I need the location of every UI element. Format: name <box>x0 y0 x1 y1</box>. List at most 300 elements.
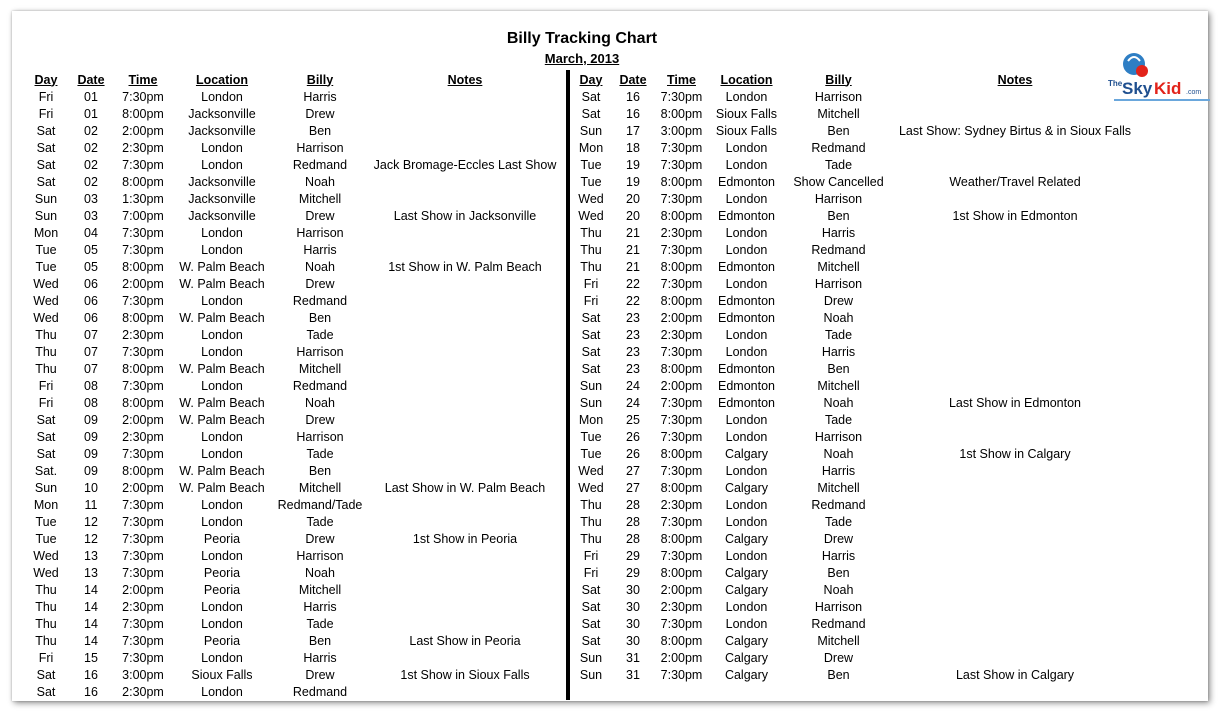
table-row <box>571 122 1138 139</box>
table-row <box>26 275 564 292</box>
cell-date: 22 <box>626 276 640 291</box>
cell-date: 11 <box>84 497 98 512</box>
cell-location: London <box>725 497 768 512</box>
cell-date: 24 <box>626 378 640 393</box>
cell-time: 7:30pm <box>122 293 164 308</box>
cell-date: 16 <box>626 106 640 121</box>
cell-billy: Tade <box>306 514 334 529</box>
table-row <box>571 275 1138 292</box>
cell-notes: 1st Show in Calgary <box>959 446 1071 461</box>
cell-billy: Harrison <box>814 191 863 206</box>
cell-date: 07 <box>84 344 98 359</box>
cell-date: 19 <box>626 157 640 172</box>
cell-billy: Harris <box>821 463 856 478</box>
cell-day: Wed <box>578 480 604 495</box>
chart-title: Billy Tracking Chart <box>506 30 658 47</box>
cell-notes: 1st Show in Edmonton <box>952 208 1078 223</box>
cell-time: 8:00pm <box>660 208 703 223</box>
cell-notes: 1st Show in Sioux Falls <box>400 667 530 682</box>
cell-time: 7:30pm <box>122 378 164 393</box>
table-row <box>571 479 1138 496</box>
cell-date: 23 <box>626 327 640 342</box>
cell-notes <box>366 309 564 326</box>
cell-date: 23 <box>626 361 640 376</box>
cell-notes <box>892 292 1138 309</box>
cell-time: 2:00pm <box>660 310 703 325</box>
cell-date: 09 <box>84 429 98 444</box>
cell-time: 8:00pm <box>660 531 703 546</box>
cell-billy: Ben <box>827 565 850 580</box>
cell-billy: Drew <box>823 650 854 665</box>
cell-billy: Tade <box>824 327 853 342</box>
cell-time: 7:30pm <box>122 633 164 648</box>
cell-billy: Harris <box>303 650 337 665</box>
cell-notes <box>892 649 1138 666</box>
cell-date: 16 <box>84 684 98 699</box>
cell-billy: Harrison <box>814 429 863 444</box>
cell-time: 7:30pm <box>660 157 703 172</box>
table-row <box>571 598 1138 615</box>
cell-day: Mon <box>578 140 604 155</box>
cell-notes <box>366 394 564 411</box>
cell-day: Sun <box>579 667 603 682</box>
cell-notes <box>366 683 564 700</box>
cell-location: Calgary <box>724 531 769 546</box>
cell-billy: Ben <box>308 633 332 648</box>
cell-time: 7:30pm <box>660 276 703 291</box>
cell-location: Calgary <box>724 633 769 648</box>
cell-day: Fri <box>583 293 599 308</box>
cell-date: 23 <box>626 344 640 359</box>
table-row <box>571 496 1138 513</box>
cell-location: W. Palm Beach <box>179 276 265 291</box>
cell-location: Jacksonville <box>188 123 256 138</box>
cell-day: Sat <box>581 582 601 597</box>
cell-location: London <box>725 276 768 291</box>
cell-billy: Noah <box>823 310 854 325</box>
cell-location: Edmonton <box>718 361 775 376</box>
table-row <box>571 241 1138 258</box>
cell-location: Calgary <box>724 582 769 597</box>
cell-time: 8:00pm <box>660 480 703 495</box>
cell-date: 18 <box>626 140 640 155</box>
cell-day: Wed <box>33 548 59 563</box>
cell-location: London <box>725 616 768 631</box>
table-row <box>571 156 1138 173</box>
cell-date: 28 <box>626 514 640 529</box>
cell-billy: Harrison <box>296 548 344 563</box>
cell-notes <box>366 241 564 258</box>
header-date: Date <box>619 72 647 87</box>
cell-day: Fri <box>38 106 54 121</box>
cell-date: 17 <box>626 123 640 138</box>
cell-time: 8:00pm <box>122 259 164 274</box>
cell-location: Peoria <box>203 565 241 580</box>
cell-notes <box>366 360 564 377</box>
cell-date: 28 <box>626 497 640 512</box>
header-notes: Notes <box>447 72 483 87</box>
spreadsheet-page <box>12 11 1208 701</box>
cell-notes: Last Show in Peoria <box>409 633 521 648</box>
cell-time: 2:00pm <box>122 582 164 597</box>
cell-date: 02 <box>84 123 98 138</box>
cell-notes <box>892 258 1138 275</box>
cell-time: 7:30pm <box>122 514 164 529</box>
cell-notes: Last Show in Edmonton <box>948 395 1082 410</box>
cell-date: 03 <box>84 191 98 206</box>
cell-billy: Ben <box>827 208 850 223</box>
cell-day: Sat <box>581 106 601 121</box>
cell-location: Calgary <box>724 480 769 495</box>
cell-billy: Mitchell <box>298 480 342 495</box>
cell-location: London <box>201 684 243 699</box>
cell-day: Thu <box>35 344 57 359</box>
cell-date: 25 <box>626 412 640 427</box>
cell-time: 8:00pm <box>122 310 164 325</box>
cell-location: W. Palm Beach <box>179 310 265 325</box>
cell-location: W. Palm Beach <box>179 480 265 495</box>
table-row <box>571 343 1138 360</box>
cell-notes <box>366 411 564 428</box>
cell-location: London <box>201 327 243 342</box>
cell-date: 07 <box>84 361 98 376</box>
cell-date: 26 <box>626 446 640 461</box>
cell-location: London <box>201 616 243 631</box>
cell-notes <box>892 632 1138 649</box>
cell-notes <box>892 462 1138 479</box>
cell-day: Sat <box>36 446 56 461</box>
cell-date: 02 <box>84 140 98 155</box>
cell-billy: Drew <box>305 106 335 121</box>
cell-location: W. Palm Beach <box>179 259 265 274</box>
cell-day: Fri <box>583 276 599 291</box>
table-row <box>26 343 564 360</box>
cell-billy: Harris <box>821 548 856 563</box>
table-row <box>26 292 564 309</box>
cell-location: Edmonton <box>718 378 775 393</box>
cell-date: 19 <box>626 174 640 189</box>
cell-billy: Harrison <box>296 140 344 155</box>
cell-location: London <box>201 548 243 563</box>
cell-date: 21 <box>626 259 640 274</box>
cell-notes <box>366 513 564 530</box>
cell-time: 7:30pm <box>660 140 703 155</box>
table-row <box>571 513 1138 530</box>
cell-day: Sun <box>34 191 58 206</box>
cell-date: 30 <box>626 616 640 631</box>
cell-date: 24 <box>626 395 640 410</box>
cell-location: Edmonton <box>718 395 775 410</box>
cell-notes <box>366 496 564 513</box>
cell-notes <box>366 224 564 241</box>
table-row <box>26 309 564 326</box>
cell-location: London <box>201 140 243 155</box>
cell-billy: Mitchell <box>298 191 342 206</box>
table-row <box>26 666 564 683</box>
cell-day: Thu <box>35 582 57 597</box>
cell-notes <box>366 649 564 666</box>
cell-location: London <box>201 497 243 512</box>
column-divider <box>566 70 570 700</box>
cell-notes <box>366 88 564 105</box>
cell-day: Sat <box>581 599 601 614</box>
table-row <box>26 445 564 462</box>
cell-day: Sat <box>581 616 601 631</box>
cell-day: Thu <box>35 327 57 342</box>
cell-time: 7:30pm <box>122 497 164 512</box>
cell-time: 7:30pm <box>660 616 703 631</box>
cell-day: Sat <box>581 633 601 648</box>
cell-day: Thu <box>35 361 57 376</box>
cell-date: 08 <box>84 395 98 410</box>
cell-billy: Harris <box>303 89 337 104</box>
cell-billy: Mitchell <box>298 361 342 376</box>
cell-billy: Ben <box>827 123 850 138</box>
cell-time: 8:00pm <box>660 106 703 121</box>
cell-location: Edmonton <box>718 208 775 223</box>
cell-location: London <box>725 599 768 614</box>
cell-date: 28 <box>626 531 640 546</box>
cell-time: 8:00pm <box>660 446 703 461</box>
cell-day: Thu <box>580 514 602 529</box>
cell-time: 7:30pm <box>660 344 703 359</box>
cell-notes <box>366 564 564 581</box>
cell-time: 7:30pm <box>660 667 703 682</box>
header-location: Location <box>720 72 773 87</box>
cell-date: 01 <box>84 106 98 121</box>
cell-notes <box>366 139 564 156</box>
cell-date: 22 <box>626 293 640 308</box>
cell-day: Sat <box>36 429 56 444</box>
cell-billy: Tade <box>824 157 853 172</box>
cell-billy: Harrison <box>296 344 344 359</box>
cell-notes: Weather/Travel Related <box>949 174 1081 189</box>
cell-billy: Mitchell <box>298 582 342 597</box>
cell-day: Sun <box>579 123 603 138</box>
cell-billy: Redmand/Tade <box>277 497 363 512</box>
cell-location: Jacksonville <box>188 174 256 189</box>
cell-date: 30 <box>626 582 640 597</box>
table-row <box>26 615 564 632</box>
cell-day: Sat <box>36 123 56 138</box>
cell-notes <box>366 377 564 394</box>
table-row <box>26 139 564 156</box>
cell-location: London <box>725 89 768 104</box>
cell-date: 12 <box>84 531 98 546</box>
cell-date: 14 <box>84 616 98 631</box>
cell-notes <box>892 190 1138 207</box>
cell-time: 2:00pm <box>660 650 703 665</box>
cell-time: 8:00pm <box>660 565 703 580</box>
cell-notes <box>892 547 1138 564</box>
table-row <box>26 377 564 394</box>
cell-location: London <box>201 378 243 393</box>
cell-location: London <box>725 514 768 529</box>
cell-notes <box>892 530 1138 547</box>
table-row <box>571 173 1138 190</box>
cell-billy: Mitchell <box>817 633 860 648</box>
cell-time: 2:30pm <box>122 327 164 342</box>
cell-notes <box>366 598 564 615</box>
cell-billy: Ben <box>308 123 332 138</box>
cell-location: London <box>201 650 243 665</box>
cell-location: Calgary <box>724 667 769 682</box>
cell-time: 7:30pm <box>122 650 164 665</box>
table-row <box>571 547 1138 564</box>
cell-date: 16 <box>84 667 98 682</box>
the-sky-kid-logo-icon <box>1106 49 1216 109</box>
cell-time: 8:00pm <box>660 259 703 274</box>
table-row <box>571 649 1138 666</box>
cell-billy: Redmand <box>292 293 348 308</box>
cell-date: 30 <box>626 599 640 614</box>
cell-location: W. Palm Beach <box>179 395 265 410</box>
cell-notes <box>366 122 564 139</box>
cell-location: London <box>201 225 243 240</box>
cell-billy: Harris <box>303 599 337 614</box>
cell-time: 7:30pm <box>122 616 164 631</box>
cell-date: 21 <box>626 225 640 240</box>
cell-location: Sioux Falls <box>715 106 778 121</box>
cell-day: Sat <box>581 327 601 342</box>
cell-day: Sat <box>36 412 56 427</box>
cell-billy: Harris <box>821 344 856 359</box>
cell-date: 09 <box>84 463 98 478</box>
cell-notes <box>892 598 1138 615</box>
cell-location: W. Palm Beach <box>179 463 265 478</box>
cell-notes <box>892 513 1138 530</box>
cell-billy: Noah <box>823 395 854 410</box>
cell-day: Sat <box>581 310 601 325</box>
cell-day: Wed <box>578 191 604 206</box>
cell-time: 7:30pm <box>660 395 703 410</box>
cell-notes <box>366 173 564 190</box>
cell-time: 7:30pm <box>660 514 703 529</box>
header-day: Day <box>34 72 58 87</box>
cell-time: 7:30pm <box>122 548 164 563</box>
cell-location: Peoria <box>203 582 241 597</box>
cell-date: 06 <box>84 276 98 291</box>
cell-notes <box>892 88 1138 105</box>
cell-date: 21 <box>626 242 640 257</box>
cell-day: Sat <box>581 344 601 359</box>
cell-billy: Drew <box>305 667 335 682</box>
cell-day: Sun <box>579 395 603 410</box>
cell-location: London <box>725 191 768 206</box>
cell-billy: Harrison <box>296 429 344 444</box>
cell-day: Wed <box>33 310 59 325</box>
cell-day: Mon <box>578 412 604 427</box>
cell-billy: Drew <box>305 531 335 546</box>
cell-day: Sun <box>579 650 603 665</box>
cell-day: Thu <box>35 616 57 631</box>
cell-billy: Tade <box>306 616 334 631</box>
table-row <box>571 530 1138 547</box>
table-row <box>26 564 564 581</box>
cell-day: Sat. <box>34 463 58 478</box>
cell-billy: Redmand <box>292 157 348 172</box>
cell-notes <box>892 343 1138 360</box>
left-schedule-table <box>26 71 564 700</box>
cell-location: London <box>201 242 243 257</box>
cell-day: Tue <box>35 259 57 274</box>
cell-time: 7:30pm <box>122 446 164 461</box>
table-row <box>26 513 564 530</box>
cell-day: Fri <box>583 548 599 563</box>
cell-date: 15 <box>84 650 98 665</box>
cell-time: 8:00pm <box>122 106 164 121</box>
table-row <box>26 411 564 428</box>
table-row <box>26 105 564 122</box>
cell-time: 8:00pm <box>660 633 703 648</box>
cell-billy: Mitchell <box>817 480 860 495</box>
cell-time: 8:00pm <box>660 174 703 189</box>
table-row <box>571 377 1138 394</box>
left-schedule-body <box>26 88 564 700</box>
cell-day: Fri <box>38 650 54 665</box>
svg-text:The: The <box>1108 79 1123 88</box>
cell-time: 7:30pm <box>660 242 703 257</box>
cell-day: Sat <box>36 157 56 172</box>
cell-notes: Jack Bromage-Eccles Last Show <box>373 157 557 172</box>
table-row <box>571 224 1138 241</box>
cell-billy: Noah <box>305 259 335 274</box>
cell-billy: Noah <box>305 565 335 580</box>
cell-billy: Tade <box>824 514 853 529</box>
cell-billy: Redmand <box>292 378 348 393</box>
cell-date: 14 <box>84 633 98 648</box>
cell-notes: Last Show: Sydney Birtus & in Sioux Falls <box>898 123 1132 138</box>
cell-notes <box>892 224 1138 241</box>
table-row <box>571 581 1138 598</box>
right-schedule-table <box>571 71 1138 683</box>
cell-date: 05 <box>84 242 98 257</box>
cell-date: 09 <box>84 446 98 461</box>
header-location: Location <box>195 72 249 87</box>
table-row <box>26 479 564 496</box>
cell-location: Peoria <box>203 531 241 546</box>
cell-date: 27 <box>626 463 640 478</box>
cell-notes <box>892 156 1138 173</box>
cell-day: Sun <box>34 208 58 223</box>
cell-time: 7:30pm <box>122 565 164 580</box>
cell-billy: Mitchell <box>817 378 860 393</box>
cell-time: 7:30pm <box>122 344 164 359</box>
cell-day: Tue <box>580 157 602 172</box>
table-row <box>26 156 564 173</box>
cell-time: 2:00pm <box>122 412 164 427</box>
cell-time: 2:00pm <box>122 480 164 495</box>
cell-billy: Tade <box>306 446 334 461</box>
cell-day: Thu <box>35 633 57 648</box>
cell-notes <box>892 479 1138 496</box>
cell-time: 8:00pm <box>122 463 164 478</box>
cell-location: Jacksonville <box>188 208 256 223</box>
table-row <box>571 207 1138 224</box>
cell-location: London <box>201 446 243 461</box>
cell-day: Tue <box>580 429 602 444</box>
table-row <box>26 632 564 649</box>
table-row <box>571 88 1138 105</box>
cell-day: Mon <box>33 497 59 512</box>
cell-date: 29 <box>626 565 640 580</box>
cell-billy: Harrison <box>296 225 344 240</box>
cell-location: London <box>725 327 768 342</box>
cell-billy: Ben <box>308 310 332 325</box>
cell-date: 20 <box>626 208 640 223</box>
cell-location: Edmonton <box>718 310 775 325</box>
cell-location: Edmonton <box>718 174 775 189</box>
